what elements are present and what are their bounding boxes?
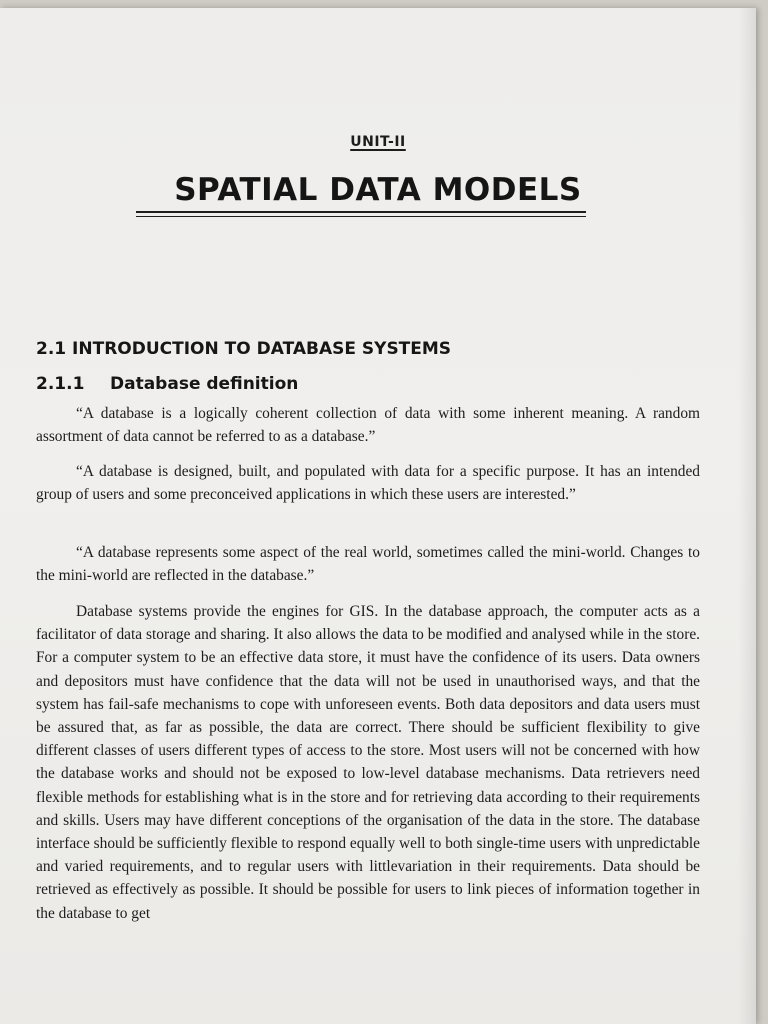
unit-label: UNIT-II bbox=[350, 134, 406, 150]
subsection-number: 2.1.1 bbox=[36, 374, 85, 394]
section-heading bbox=[36, 339, 451, 359]
subsection-title: Database definition bbox=[110, 374, 299, 394]
title-underline-bottom bbox=[136, 216, 586, 217]
paragraph-definition-3: “A database represents some aspect of the real world, sometimes called the mini-world. Changes to the mini-world are reflected in the database.” bbox=[36, 544, 700, 585]
section-title: INTRODUCTION TO DATABASE SYSTEMS bbox=[72, 339, 452, 359]
paragraph-definition-1: “A database is a logically coherent collection of data with some inherent meaning. A random assortment of data cannot be referred to as a database.” bbox=[36, 405, 700, 446]
paragraph-body: Database systems provide the engines for GIS. In the database approach, the computer acts as a facilitator of data storage and sharing. It also allows the data to be modified and analysed while in the store. For a computer system to be an effective data store, it must have the confidence of its users. Data owners and depositors must have confidence that the data will not be used in unauthorised ways, and that the system has fail-safe mechanisms to cope with unforeseen events. Both data depositors and data users must be assured that, as far as possible, the data are correct. There should be sufficient flexibility to give different classes of users different types of access to the store. Most users will not be concerned with how the database works and should not be exposed to low-level database mechanisms. Data retrievers need flexible methods for establishing what is in the store and for retrieving data according to their requirements and skills. Users may have different conceptions of the organisation of the data in the store. The database interface should be sufficiently flexible to respond equally well to both single-time users with unpredictable and varied requirements, and to regular users with littlevariation in their requirements. Data should be retrieved as effectively as possible. It should be possible for users to link pieces of information together in the database to get bbox=[36, 603, 700, 922]
chapter-title: SPATIAL DATA MODELS bbox=[174, 172, 582, 208]
title-underline-top bbox=[136, 211, 586, 213]
book-page bbox=[0, 8, 756, 1024]
section-number: 2.1 bbox=[36, 339, 67, 359]
subsection-heading bbox=[36, 374, 298, 394]
paragraph-definition-2: “A database is designed, built, and populated with data for a specific purpose. It has an intended group of users and some preconceived applications in which these users are interested.” bbox=[36, 463, 700, 504]
